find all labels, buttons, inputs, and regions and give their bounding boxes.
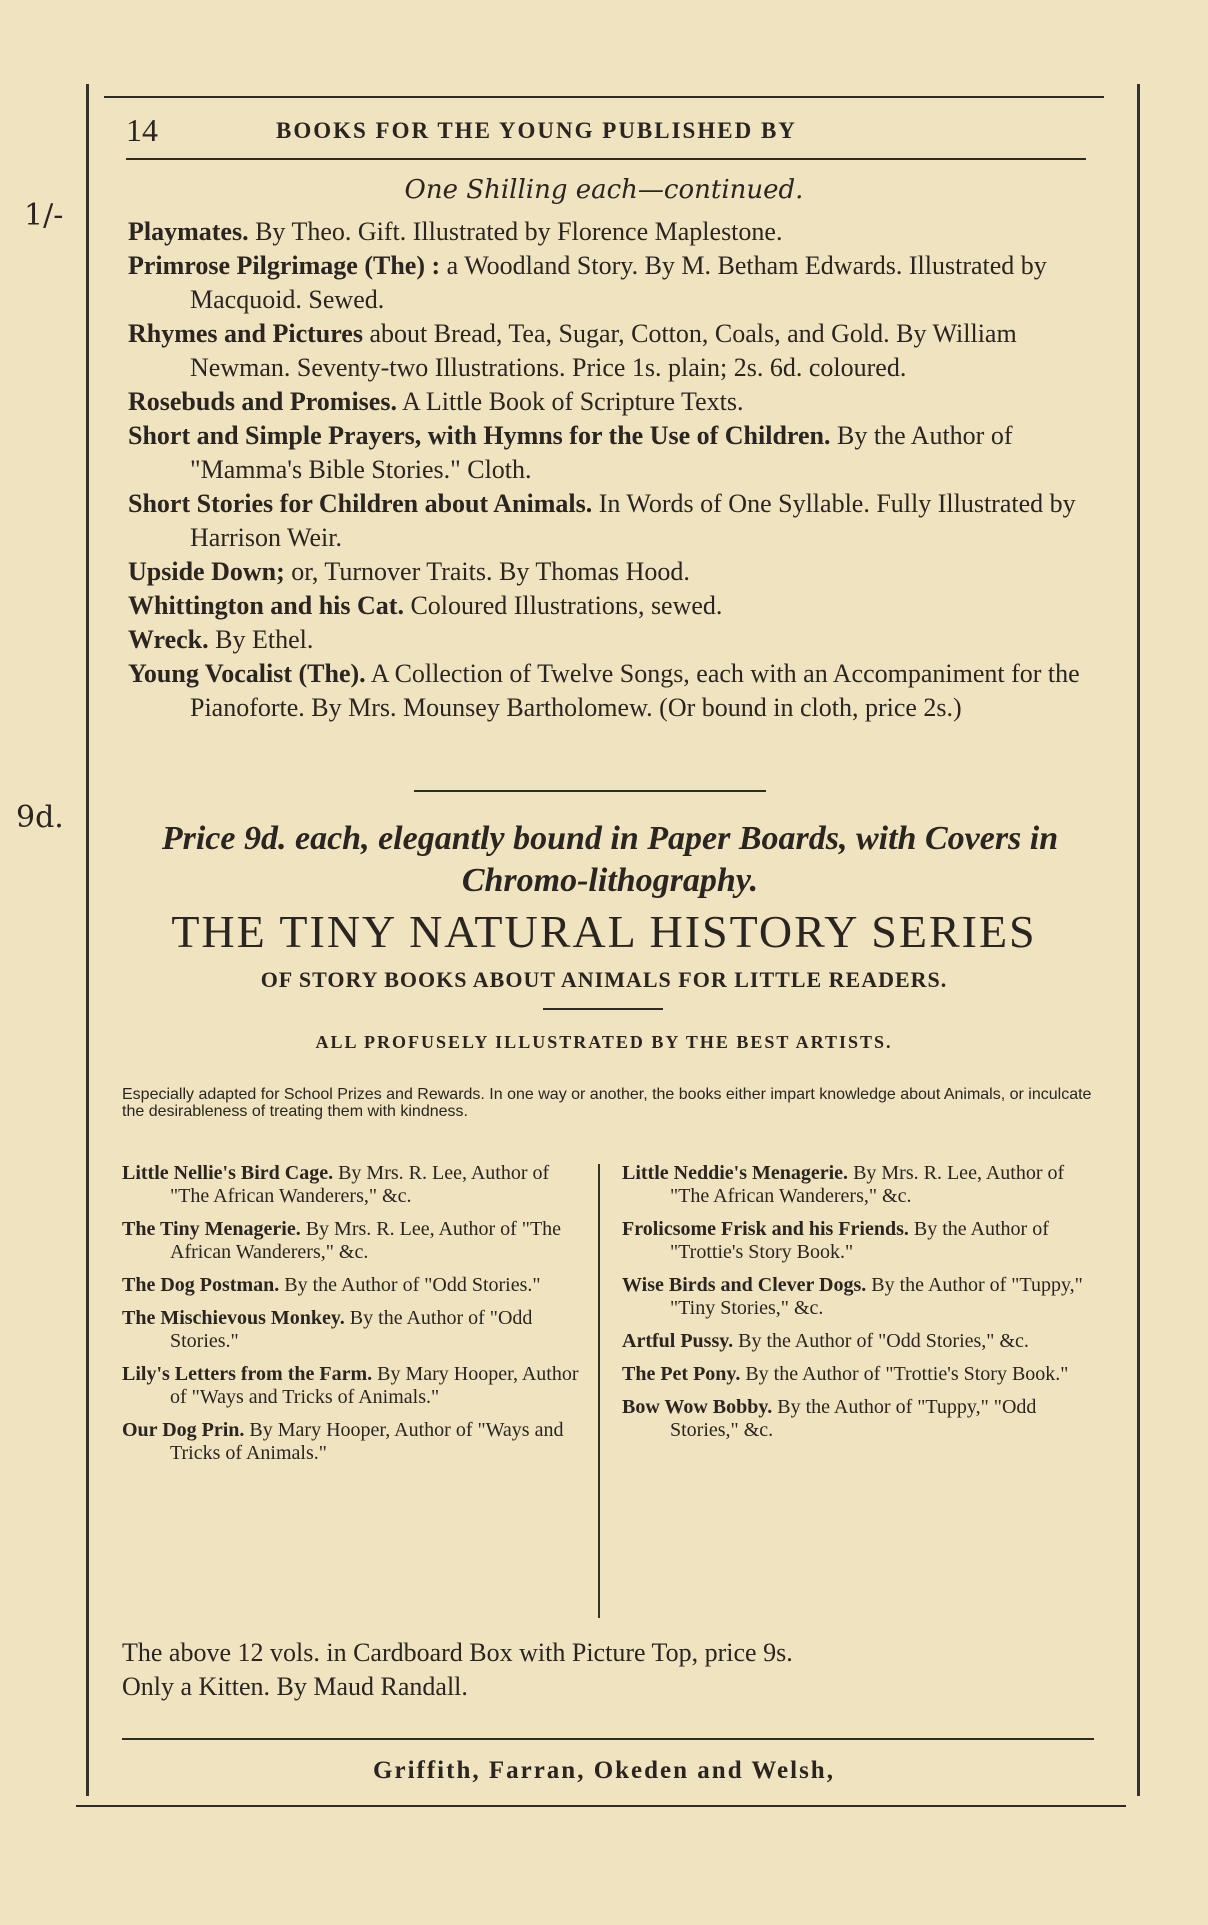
column-divider bbox=[598, 1164, 600, 1618]
series-entry: The Pet Pony. By the Author of "Trottie's Story Book." bbox=[622, 1363, 1069, 1385]
footer-rule bbox=[122, 1738, 1094, 1740]
price-announcement: Price 9d. each, elegantly bound in Paper Boards, with Covers in Chromo-lithography. bbox=[161, 820, 1059, 899]
publisher-footer: Griffith, Farran, Okeden and Welsh, bbox=[373, 1757, 835, 1784]
catalogue-entry: Rhymes and Pictures about Bread, Tea, Sugar, Cotton, Coals, and Gold. By William Newman. Seventy-two Illustrations. Price 1s. plain; 2s. 6d. coloured. bbox=[128, 319, 1017, 382]
series-entry: Bow Wow Bobby. By the Author of "Tuppy," "Odd Stories," &c. bbox=[622, 1396, 1037, 1441]
series-entry: Frolicsome Frisk and his Friends. By the Author of "Trottie's Story Book." bbox=[622, 1218, 1049, 1263]
series-entry: Our Dog Prin. By Mary Hooper, Author of "Ways and Tricks of Animals." bbox=[122, 1419, 564, 1464]
catalogue-entry: Primrose Pilgrimage (The) : a Woodland Story. By M. Betham Edwards. Illustrated by Macquoid. Sewed. bbox=[128, 251, 1047, 314]
series-title: THE TINY NATURAL HISTORY SERIES bbox=[171, 906, 1037, 957]
series-subtitle: OF STORY BOOKS ABOUT ANIMALS FOR LITTLE READERS. bbox=[260, 967, 948, 992]
illustration-note: ALL PROFUSELY ILLUSTRATED BY THE BEST ARTISTS. bbox=[315, 1032, 893, 1052]
kitten-entry: Only a Kitten. By Maud Randall. bbox=[122, 1672, 468, 1701]
closing-notes bbox=[122, 1636, 1092, 1704]
right-column bbox=[622, 1162, 1084, 1452]
series-entry: Wise Birds and Clever Dogs. By the Author of "Tuppy," "Tiny Stories," &c. bbox=[622, 1274, 1083, 1319]
subtitle-divider bbox=[543, 1008, 663, 1010]
section-heading: One Shilling each—continued. bbox=[404, 175, 804, 205]
running-head: BOOKS FOR THE YOUNG PUBLISHED BY bbox=[276, 118, 797, 143]
catalogue-entry: Short Stories for Children about Animals. In Words of One Syllable. Fully Illustrated by Harrison Weir. bbox=[128, 489, 1076, 552]
series-entry: The Mischievous Monkey. By the Author of "Odd Stories." bbox=[122, 1307, 533, 1352]
top-rule bbox=[104, 96, 1104, 98]
series-entry: Little Neddie's Menagerie. By Mrs. R. Lee, Author of "The African Wanderers," &c. bbox=[622, 1162, 1065, 1207]
catalogue-entry: Whittington and his Cat. Coloured Illustrations, sewed. bbox=[128, 591, 723, 620]
series-entry: Lily's Letters from the Farm. By Mary Hooper, Author of "Ways and Tricks of Animals." bbox=[122, 1363, 579, 1408]
prize-note: Especially adapted for School Prizes and Rewards. In one way or another, the books either impart knowledge about Animals, or inculcate the desirableness of treating them with kindness. bbox=[122, 1086, 1092, 1120]
margin-price-shilling: 1/- bbox=[24, 198, 64, 233]
left-column bbox=[122, 1162, 584, 1475]
page-header bbox=[126, 112, 1086, 152]
catalogue-entry: Short and Simple Prayers, with Hymns for the Use of Children. By the Author of "Mamma's Bible Stories." Cloth. bbox=[128, 421, 1013, 484]
series-entry: The Dog Postman. By the Author of "Odd Stories." bbox=[122, 1274, 541, 1296]
box-set-note: The above 12 vols. in Cardboard Box with Picture Top, price 9s. bbox=[122, 1638, 793, 1667]
catalogue-entry: Rosebuds and Promises. A Little Book of Scripture Texts. bbox=[128, 387, 744, 416]
bottom-rule bbox=[76, 1805, 1126, 1807]
series-entry: Artful Pussy. By the Author of "Odd Stories," &c. bbox=[622, 1330, 1029, 1352]
catalogue-entry: Young Vocalist (The). A Collection of Twelve Songs, each with an Accompaniment for the Pianoforte. By Mrs. Mounsey Bartholomew. (Or bound in cloth, price 2s.) bbox=[128, 659, 1080, 722]
page-number: 14 bbox=[126, 112, 158, 148]
margin-price-ninepence: 9d. bbox=[16, 800, 64, 835]
series-entry: The Tiny Menagerie. By Mrs. R. Lee, Author of "The African Wanderers," &c. bbox=[122, 1218, 562, 1263]
catalogue-entry: Playmates. By Theo. Gift. Illustrated by Florence Maplestone. bbox=[128, 217, 783, 246]
series-entry: Little Nellie's Bird Cage. By Mrs. R. Lee, Author of "The African Wanderers," &c. bbox=[122, 1162, 550, 1207]
header-rule bbox=[126, 158, 1086, 160]
shilling-entries bbox=[128, 215, 1094, 725]
catalogue-entry: Wreck. By Ethel. bbox=[128, 625, 314, 654]
section-divider bbox=[414, 790, 766, 792]
catalogue-entry: Upside Down; or, Turnover Traits. By Thomas Hood. bbox=[128, 557, 690, 586]
